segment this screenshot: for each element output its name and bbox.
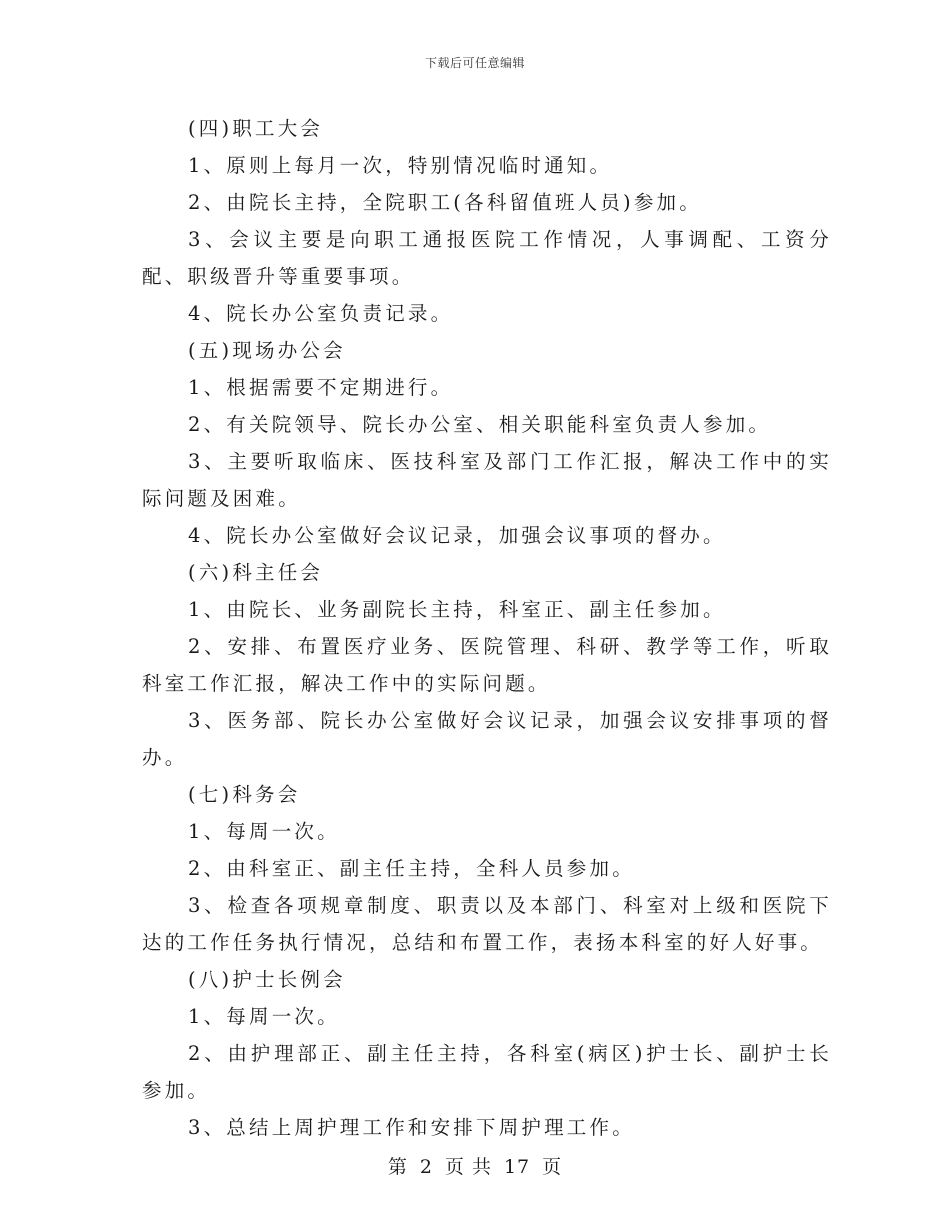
section-heading-onsite-meeting: (五)现场办公会 xyxy=(188,339,346,362)
paragraph: 3、主要听取临床、医技科室及部门工作汇报，解决工作中的实际问题及困难。 xyxy=(142,450,832,510)
paragraph: 1、原则上每月一次，特别情况临时通知。 xyxy=(188,154,613,177)
footer-suffix: 页 xyxy=(542,1156,563,1178)
total-page-count: 17 xyxy=(503,1156,531,1178)
current-page-number: 2 xyxy=(419,1156,433,1178)
paragraph: 1、每周一次。 xyxy=(188,820,340,843)
paragraph: 4、院长办公室做好会议记录，加强会议事项的督办。 xyxy=(188,524,726,547)
footer-prefix: 第 xyxy=(387,1156,408,1178)
paragraph: 1、根据需要不定期进行。 xyxy=(188,376,454,399)
document-body xyxy=(142,110,832,1146)
paragraph: 1、由院长、业务副院长主持，科室正、副主任参加。 xyxy=(188,598,726,621)
paragraph: 3、总结上周护理工作和安排下周护理工作。 xyxy=(188,1116,635,1139)
paragraph: 2、有关院领导、院长办公室、相关职能科室负责人参加。 xyxy=(188,413,772,436)
paragraph: 4、院长办公室负责记录。 xyxy=(188,302,454,325)
paragraph: 3、检查各项规章制度、职责以及本部门、科室对上级和医院下达的工作任务执行情况，总结和布置工作，表扬本科室的好人好事。 xyxy=(142,894,832,954)
paragraph: 3、医务部、院长办公室做好会议记录，加强会议安排事项的督办。 xyxy=(142,709,832,769)
paragraph: 1、每周一次。 xyxy=(188,1005,340,1028)
paragraph: 2、由院长主持，全院职工(各科留值班人员)参加。 xyxy=(188,191,702,214)
section-heading-director-meeting: (六)科主任会 xyxy=(188,561,324,584)
paragraph: 2、由护理部正、副主任主持，各科室(病区)护士长、副护士长参加。 xyxy=(142,1042,832,1102)
paragraph: 2、由科室正、副主任主持，全科人员参加。 xyxy=(188,857,635,880)
paragraph: 3、会议主要是向职工通报医院工作情况，人事调配、工资分配、职级晋升等重要事项。 xyxy=(142,228,832,288)
section-heading-staff-meeting: (四)职工大会 xyxy=(188,117,324,140)
page-header: 下载后可任意编辑 xyxy=(424,56,525,70)
section-heading-department-meeting: (七)科务会 xyxy=(188,783,301,806)
section-heading-head-nurse-meeting: (八)护士长例会 xyxy=(188,968,346,991)
footer-middle: 页 共 xyxy=(444,1156,492,1178)
paragraph: 2、安排、布置医疗业务、医院管理、科研、教学等工作，听取科室工作汇报，解决工作中的实际问题。 xyxy=(142,635,832,695)
page-number-footer xyxy=(0,1152,950,1179)
